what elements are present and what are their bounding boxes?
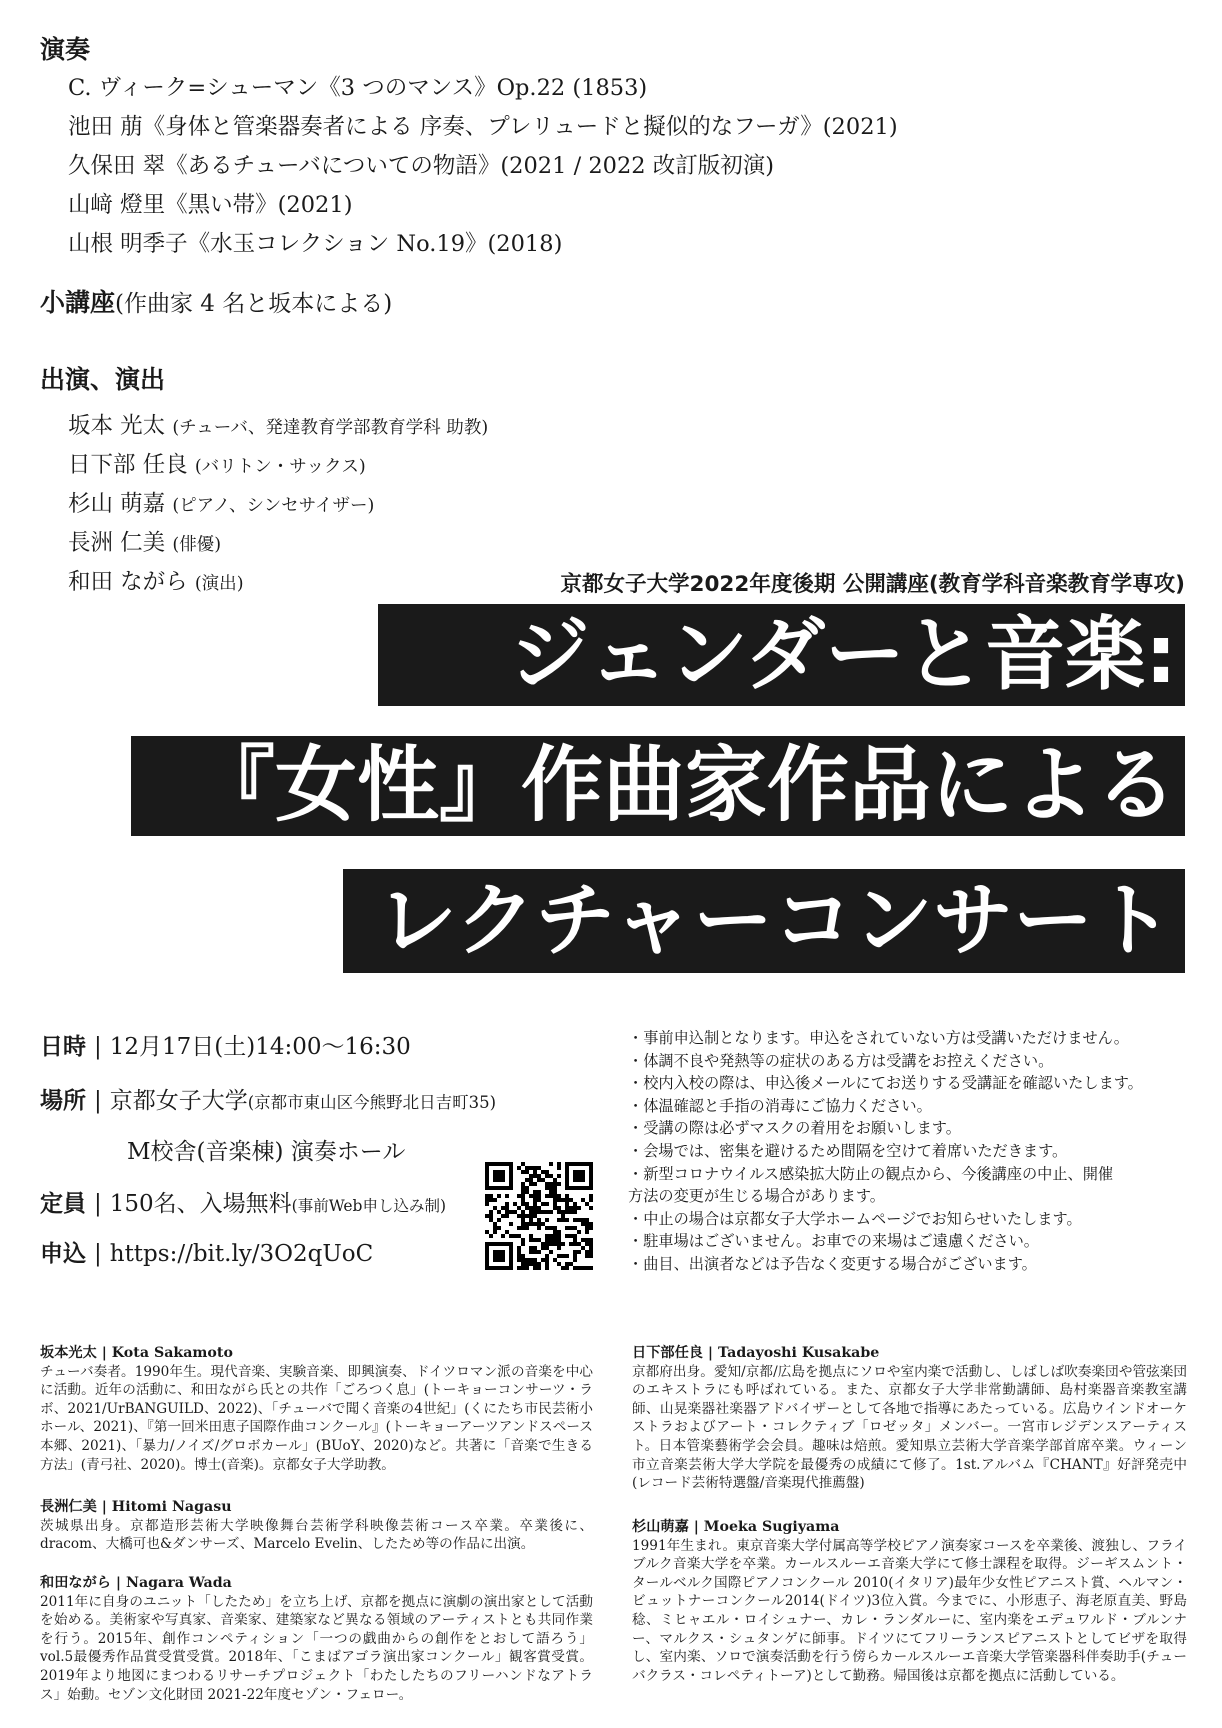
date-row: 日時 | 12月17日(土)14:00〜16:30 xyxy=(40,1034,411,1060)
notice-item: ・会場では、密集を避けるため間隔を空けて着席いただきます。 xyxy=(628,1141,1068,1160)
lecture-note: (作曲家 4 名と坂本による) xyxy=(115,291,393,317)
notice-item: ・事前申込制となります。申込をされていない方は受講いただけません。 xyxy=(628,1029,1129,1047)
performer-name: 長洲 仁美 xyxy=(68,530,166,556)
apply-label: 申込 xyxy=(40,1241,86,1267)
qr-code[interactable] xyxy=(485,1162,593,1270)
performers-heading: 出演、演出 xyxy=(40,365,166,394)
performer-role: (バリトン・サックス) xyxy=(194,457,366,477)
notice-item: ・受講の際は必ずマスクの着用をお願いします。 xyxy=(628,1119,961,1138)
performer-role: (演出) xyxy=(194,574,244,594)
event-subtitle: 京都女子大学2022年度後期 公開講座(教育学科音楽教育学専攻) xyxy=(560,572,1185,597)
date-value: 12月17日(土)14:00〜16:30 xyxy=(109,1034,411,1060)
notice-item: ・校内入校の際は、申込後メールにてお送りする受講証を確認いたします。 xyxy=(628,1074,1143,1093)
program-item: C. ヴィーク=シューマン《3 つのマンス》Op.22 (1853) xyxy=(68,75,648,101)
performer-role: (俳優) xyxy=(172,535,222,555)
program-item: 池田 萠《身体と管楽器奏者による 序奏、プレリュードと擬似的なフーガ》(2021) xyxy=(68,114,898,140)
venue-label: 場所 xyxy=(40,1088,86,1114)
lecture-line xyxy=(40,283,392,319)
capacity-value: 150名、入場無料 xyxy=(109,1191,292,1217)
title-line-1: ジェンダーと音楽: xyxy=(378,604,1185,706)
performer-name: 和田 ながら xyxy=(68,569,188,595)
performer-name: 坂本 光太 xyxy=(68,413,166,439)
venue-row: 場所 | 京都女子大学(京都市東山区今熊野北日吉町35) xyxy=(40,1088,497,1114)
notice-item: ・中止の場合は京都女子大学ホームページでお知らせいたします。 xyxy=(628,1209,1082,1228)
bio-sakamoto xyxy=(40,1344,593,1474)
performer-name: 杉山 萌嘉 xyxy=(68,491,166,517)
program-heading: 演奏 xyxy=(40,35,91,64)
bio-text: 茨城県出身。京都造形芸術大学映像舞台芸術学科映像芸術コース卒業。卒業後に、dracom、大橋可也&ダンサーズ、Marcelo Evelin、したため等の作品に出演。 xyxy=(40,1517,593,1553)
performer-item xyxy=(68,408,488,440)
date-label: 日時 xyxy=(40,1034,86,1060)
bio-name: 和田ながら | Nagara Wada xyxy=(40,1575,232,1591)
bio-text: 1991年生まれ。東京音楽大学付属高等学校ピアノ演奏家コースを卒業後、渡独し、フライブルク音楽大学を卒業。カールスルーエ音楽大学にて修士課程を取得。ジーギスムント・タールベルク国際ピアノコンクール 2010(イタリア)最年少女性ピアニスト賞、ヘルマン・ビュットナーコンクール2014(ドイツ)3位入賞。今までに、小形恵子、海老原直美、野島稔、ミヒャエル・ロイシュナー、カレ・ランダルーに、室内楽をエデュワルド・ブルンナー、マルクス・シュタンゲに師事。ドイツにてフリーランスピアニストとしてビザを取得し、室内楽、ソロで演奏活動を行う傍らカールスルーエ音楽大学管楽器科伴奏助手(チューバクラス・コレペティトーア)として勤務。帰国後は京都を拠点に活動している。 xyxy=(632,1537,1187,1684)
notice-item: ・体温確認と手指の消毒にご協力ください。 xyxy=(628,1096,932,1115)
performer-item xyxy=(68,564,244,596)
notice-item: ・新型コロナウイルス感染拡大防止の観点から、今後講座の中止、開催 xyxy=(628,1164,1114,1183)
bio-text: 2011年に自身のユニット「したため」を立ち上げ、京都を拠点に演劇の演出家として活動を始める。美術家や写真家、音楽家、建築家など異なる領域のアーティストとも共同作業を行う。2015年、創作コンペティション「一つの戯曲からの創作をとおして語ろう」vol.5最優秀作品賞受賞受賞。2018年、「こまばアゴラ演出家コンクール」観客賞受賞。2019年より地図にまつわるリサーチプロジェクト「わたしたちのフリーハンドなアトラス」始動。セゾン文化財団 2021-22年度セゾン・フェロー。 xyxy=(40,1593,593,1703)
bio-wada xyxy=(40,1574,593,1704)
performer-role: (ピアノ、シンセサイザー) xyxy=(172,496,375,516)
lecture-heading: 小講座 xyxy=(40,288,116,317)
program-item: 山﨑 燈里《黒い帯》(2021) xyxy=(68,192,353,218)
notice-item: ・駐車場はございません。お車での来場はご遠慮ください。 xyxy=(628,1232,1039,1251)
bio-nagasu xyxy=(40,1498,593,1554)
program-item: 久保田 翠《あるチューバについての物語》(2021 / 2022 改訂版初演) xyxy=(68,153,775,179)
performer-item xyxy=(68,486,374,518)
notice-item: ・体調不良や発熱等の症状のある方は受講をお控えください。 xyxy=(628,1051,1054,1070)
venue-value: 京都女子大学 xyxy=(109,1088,248,1114)
notice-item: 方法の変更が生じる場合があります。 xyxy=(628,1187,885,1206)
performer-item xyxy=(68,447,366,479)
bio-name: 長洲仁美 | Hitomi Nagasu xyxy=(40,1499,232,1515)
capacity-label: 定員 xyxy=(40,1191,86,1217)
bio-name: 坂本光太 | Kota Sakamoto xyxy=(40,1345,233,1361)
venue-hall: M校舎(音楽棟) 演奏ホール xyxy=(127,1139,406,1165)
title-line-3: レクチャーコンサート xyxy=(343,869,1185,973)
capacity-note: (事前Web申し込み制) xyxy=(291,1197,447,1215)
apply-row: 申込 | https://bit.ly/3O2qUoC xyxy=(40,1241,374,1267)
bio-text: チューバ奏者。1990年生。現代音楽、実験音楽、即興演奏、ドイツロマン派の音楽を中心に活動。近年の活動に、和田ながら氏との共作「ごろつく息」(トーキョーコンサーツ・ラボ、2021/UrBANGUILD、2022)、「チューバで聞く音楽の4世紀」(くにたち市民芸術小ホール、2021)、『第一回米田恵子国際作曲コンクール』(トーキョーアーツアンドスペース本郷、2021)、「暴力/ノイズ/グロボカール」(BUoY、2020)など。共著に「音楽で生きる方法」(青弓社、2020)。博士(音楽)。京都女子大学助教。 xyxy=(40,1363,593,1473)
bio-sugiyama xyxy=(632,1518,1187,1685)
bio-name: 日下部任良 | Tadayoshi Kusakabe xyxy=(632,1345,880,1361)
bio-text: 京都府出身。愛知/京都/広島を拠点にソロや室内楽で活動し、しばしば吹奏楽団や管弦楽団のエキストラにも呼ばれている。また、京都女子大学非常勤講師、島村楽器音楽教室講師、山晃楽器社楽器アドバイザーとして各地で指導にあたっている。広島ウインドオーケストラおよびアート・コレクティブ「ロゼッタ」メンバー。一宮市レジデンスアーティスト。日本管楽藝術学会会員。趣味は焙煎。愛知県立芸術大学音楽学部首席卒業。ウィーン市立音楽芸術大学大学院を最優秀の成績にて修了。1st.アルバム『CHANT』好評発売中(レコード芸術特選盤/音楽現代推薦盤) xyxy=(632,1363,1187,1492)
performer-name: 日下部 任良 xyxy=(68,452,188,478)
performer-role: (チューバ、発達教育学部教育学科 助教) xyxy=(172,418,489,438)
program-item: 山根 明季子《水玉コレクション No.19》(2018) xyxy=(68,231,563,257)
apply-url[interactable]: https://bit.ly/3O2qUoC xyxy=(109,1241,374,1267)
bio-name: 杉山萌嘉 | Moeka Sugiyama xyxy=(632,1519,840,1535)
venue-address: (京都市東山区今熊野北日吉町35) xyxy=(247,1093,497,1112)
title-line-2: 『女性』作曲家作品による xyxy=(131,736,1185,836)
notice-list xyxy=(628,1027,1188,1276)
capacity-row: 定員 | 150名、入場無料(事前Web申し込み制) xyxy=(40,1191,447,1217)
notice-item: ・曲目、出演者などは予告なく変更する場合がございます。 xyxy=(628,1254,1037,1273)
performer-item xyxy=(68,525,221,557)
bio-kusakabe xyxy=(632,1344,1187,1493)
